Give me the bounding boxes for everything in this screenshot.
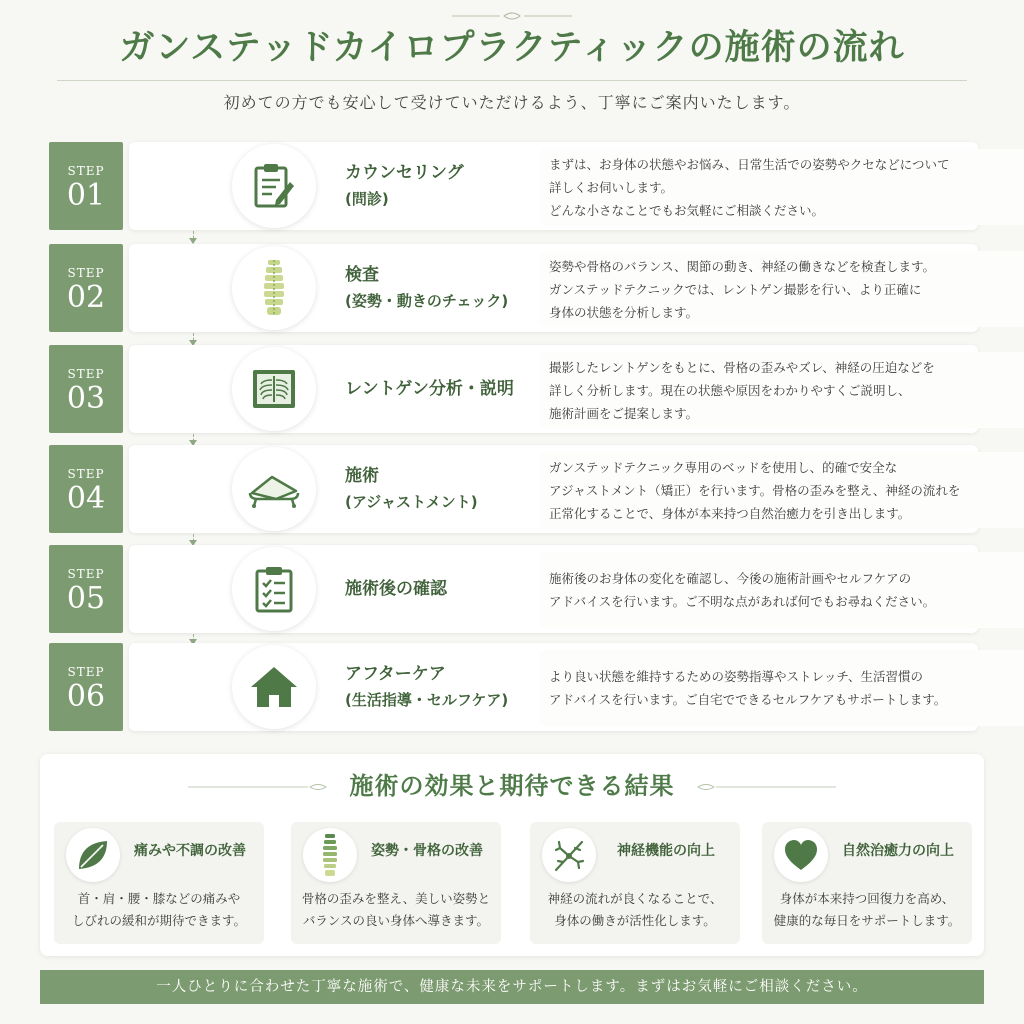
step-description <box>539 352 1024 428</box>
step-title <box>345 345 545 433</box>
step-title <box>345 244 545 332</box>
step-label: STEP <box>67 567 105 581</box>
step-number: 06 <box>66 679 106 714</box>
step-title-main: 検査 <box>345 265 379 285</box>
nerve-icon <box>542 828 596 882</box>
step-card <box>129 244 978 332</box>
effect-description <box>291 888 501 932</box>
step-number: 02 <box>66 280 106 315</box>
step-title-main: 施術後の確認 <box>345 579 447 599</box>
leaf-icon <box>66 828 120 882</box>
treatment-bed-icon <box>232 447 316 531</box>
step-description <box>539 452 1024 528</box>
step-card <box>129 142 978 230</box>
clipboard-pen-icon <box>232 144 316 228</box>
effect-description <box>530 888 740 932</box>
step-title <box>345 545 545 633</box>
step-title <box>345 445 545 533</box>
step-description <box>539 650 1024 726</box>
desc-line: より良い状態を維持するための姿勢指導やストレッチ、生活習慣の <box>549 669 924 684</box>
desc-line: バランスの良い身体へ導きます。 <box>302 913 490 928</box>
desc-line: 神経の流れが良くなることで、 <box>547 891 723 906</box>
effect-description <box>54 888 264 932</box>
step-badge <box>49 545 123 633</box>
divider <box>57 80 967 81</box>
step-title-main: アフターケア <box>345 664 446 684</box>
effect-title: 神経機能の向上 <box>617 843 715 859</box>
effect-card <box>762 822 972 944</box>
desc-line: 撮影したレントゲンをもとに、骨格の歪みやズレ、神経の圧迫などを <box>549 359 935 375</box>
page-subtitle: 初めての方でも安心して受けていただけるよう、丁寧にご案内いたします。 <box>223 93 801 112</box>
effect-card <box>530 822 740 944</box>
desc-line: 施術計画をご提案します。 <box>549 405 699 421</box>
effect-title: 痛みや不調の改善 <box>134 843 246 859</box>
desc-line: 身体が本来持つ回復力を高め、 <box>779 891 955 906</box>
desc-line: 身体の働きが活性化します。 <box>554 913 716 928</box>
desc-line: ガンステッドテクニックでは、レントゲン撮影を行い、より正確に <box>549 281 922 297</box>
step-number: 03 <box>66 381 106 416</box>
effect-title: 自然治癒力の向上 <box>842 843 954 859</box>
step-card <box>129 643 978 731</box>
step-badge <box>49 142 123 230</box>
desc-line: アドバイスを行います。ご不明な点があれば何でもお尋ねください。 <box>549 594 936 609</box>
step-label: STEP <box>67 164 105 178</box>
effects-title: 施術の効果と期待できる結果 <box>349 771 675 800</box>
step-badge <box>49 244 123 332</box>
desc-line: 施術後のお身体の変化を確認し、今後の施術計画やセルフケアの <box>549 571 912 586</box>
step-title <box>345 643 545 731</box>
step-card <box>129 445 978 533</box>
effect-title: 姿勢・骨格の改善 <box>371 843 483 859</box>
step-row <box>49 545 978 633</box>
step-row <box>49 345 978 433</box>
desc-line: 首・肩・腰・膝などの痛みや <box>77 891 241 906</box>
desc-line: 正常化することで、身体が本来持つ自然治癒力を引き出します。 <box>549 505 911 521</box>
spine-icon <box>303 828 357 882</box>
page-title: ガンステッドカイロプラクティックの施術の流れ <box>119 27 905 68</box>
ornament-icon <box>452 10 572 22</box>
desc-line: まずは、お身体の状態やお悩み、日常生活での姿勢やクセなどについて <box>549 156 950 172</box>
step-number: 05 <box>66 581 106 616</box>
ornament-icon <box>696 782 836 792</box>
desc-line: 姿勢や骨格のバランス、関節の動き、神経の働きなどを検査します。 <box>549 258 936 274</box>
step-number: 01 <box>66 178 106 213</box>
desc-line: 詳しく分析します。現在の状態や原因をわかりやすくご説明し、 <box>549 382 911 398</box>
step-label: STEP <box>67 467 105 481</box>
step-title <box>345 142 545 230</box>
spine-icon <box>232 246 316 330</box>
desc-line: 詳しくお伺いします。 <box>549 179 674 195</box>
desc-line: 健康的な毎日をサポートします。 <box>773 913 961 928</box>
step-description <box>539 552 1024 628</box>
step-card <box>129 545 978 633</box>
desc-line: 骨格の歪みを整え、美しい姿勢と <box>301 891 491 906</box>
checklist-icon <box>232 547 316 631</box>
step-row <box>49 445 978 533</box>
step-title-sub: (問診) <box>345 190 389 208</box>
step-description <box>539 149 1024 225</box>
header <box>0 10 1024 113</box>
step-label: STEP <box>67 665 105 679</box>
step-row <box>49 643 978 731</box>
effects-section <box>40 754 984 956</box>
step-title-main: レントゲン分析・説明 <box>345 379 514 399</box>
effect-card <box>54 822 264 944</box>
effect-description <box>762 888 972 932</box>
desc-line: しびれの緩和が期待できます。 <box>71 913 246 928</box>
desc-line: どんな小さなことでもお気軽にご相談ください。 <box>549 202 825 218</box>
desc-line: ガンステッドテクニック専用のベッドを使用し、的確で安全な <box>549 459 898 475</box>
desc-line: アドバイスを行います。ご自宅でできるセルフケアもサポートします。 <box>549 692 947 707</box>
step-title-sub: (生活指導・セルフケア) <box>345 691 509 709</box>
step-badge <box>49 643 123 731</box>
step-title-sub: (アジャストメント) <box>345 493 478 511</box>
desc-line: 身体の状態を分析します。 <box>549 304 699 320</box>
step-card <box>129 345 978 433</box>
step-badge <box>49 445 123 533</box>
step-badge <box>49 345 123 433</box>
step-label: STEP <box>67 367 105 381</box>
effect-card <box>291 822 501 944</box>
xray-icon <box>232 347 316 431</box>
step-number: 04 <box>66 481 106 516</box>
footer-banner: 一人ひとりに合わせた丁寧な施術で、健康な未来をサポートします。まずはお気軽にご相談ください。 <box>40 970 984 1004</box>
step-title-main: 施術 <box>345 466 379 486</box>
step-title-sub: (姿勢・動きのチェック) <box>345 292 509 310</box>
step-row <box>49 244 978 332</box>
step-description <box>539 251 1024 327</box>
heart-icon <box>774 828 828 882</box>
house-icon <box>232 645 316 729</box>
step-row <box>49 142 978 230</box>
step-label: STEP <box>67 266 105 280</box>
step-title-main: カウンセリング <box>345 163 464 183</box>
desc-line: アジャストメント（矯正）を行います。骨格の歪みを整え、神経の流れを <box>549 482 961 498</box>
